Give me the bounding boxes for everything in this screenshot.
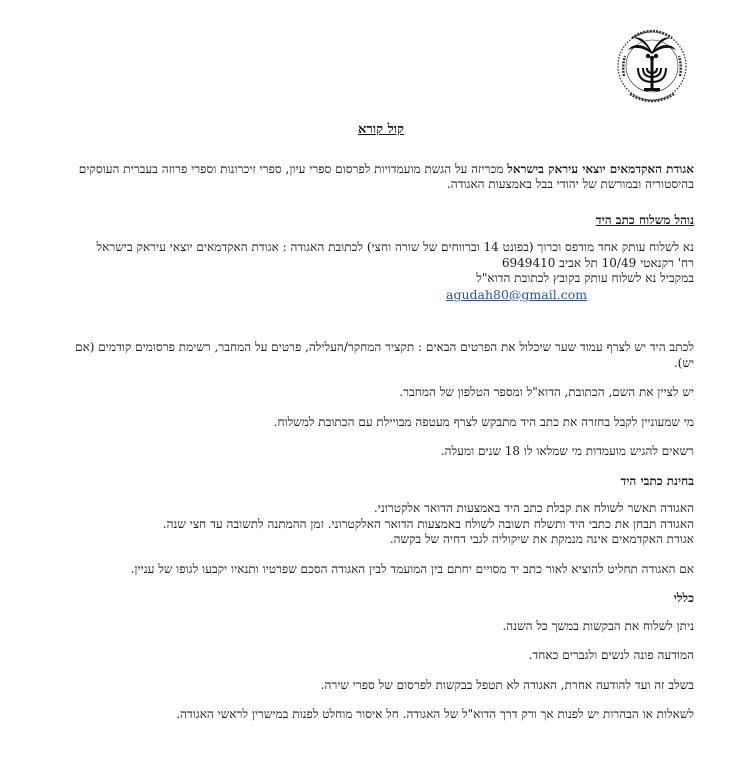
- requirement-item: יש לציין את השם, הכתובת, הדוא"ל ומספר הטלפון של המחבר.: [399, 385, 694, 399]
- intro-paragraph: [68, 162, 694, 193]
- general-item: המודעה פונה לנשים ולגברים כאחד.: [528, 648, 694, 662]
- requirement-item: לכתב היד יש לצרף עמוד שער שיכלול את הפרטים הבאים : תקציר המחקר/העלילה, פרטים על המחבר, רשימת פרסומים קודמים (אם יש).: [75, 340, 694, 370]
- intro-text: מכריזה על הגשת מועמדויות לפרסום ספרי עיון, ספרי זיכרונות וספרי פרוזה בעברית העוסקים בהיסטוריה ובמורשת של יהודי בבל באמצעות האגודה.: [78, 161, 694, 191]
- contact-email-link[interactable]: agudah80@gmail.com: [446, 286, 588, 302]
- review-heading: בחינת כתבי היד: [620, 473, 694, 488]
- general-item: בשלב זה ועד להודעה אחרת, האגודה לא תטפל בבקשות לפרסום של ספרי שירה.: [320, 677, 694, 692]
- review-line: האגודה תבחן את כתבי היד ותשלח תשובה לשולח באמצעות הדואר האלקטרוני. זמן ההמתנה לתשובה עד חצי שנה.: [162, 516, 694, 531]
- page-title: קול קורא: [358, 122, 404, 137]
- requirement-item: מי שמעוניין לקבל בחזרה את כתב היד מתבקש לצרף מעטפה מבויילת עם הכתובת למשלוח.: [273, 414, 694, 429]
- call-for-submissions-document: [68, 122, 694, 723]
- review-line: האגודה תאשר לשולח את קבלת כתב היד באמצעות הדואר אלקטרוני.: [373, 501, 694, 515]
- review-line: אגודת האקדמאים אינה מנמקת את שיקוליה לגבי דחיה של בקשה.: [389, 532, 694, 546]
- association-logo: [612, 16, 692, 126]
- procedure-address: רח' רקנאטי 10/49 תל אביב 6949410: [501, 255, 694, 270]
- procedure-line-1: נא לשלוח עותק אחד מודפס וכרוך (בפונט 14 וברווחים של שורה וחצי) לכתובת האגודה : אגודת האקדמאים יוצאי עיראק בישראל: [96, 240, 694, 254]
- procedure-email-instruction: במקביל נא לשלוח עותק בקובץ לכתובת הדוא"ל: [476, 271, 694, 285]
- general-item: ניתן לשלוח את הבקשות במשך כל השנה.: [502, 618, 694, 633]
- review-publication-paragraph: אם האגודה תחליט להוציא לאור כתב יד מסויים יחתם בין המועמד לבין האגודה הסכם שפרטיו ותנאיו יקבעו לגופו של עניין.: [130, 561, 694, 576]
- procedure-heading: נוהל משלוח כתב היד: [595, 212, 694, 227]
- general-heading: כללי: [673, 591, 694, 605]
- organization-name: אגודת האקדמאים יוצאי עיראק בישראל: [507, 161, 694, 176]
- general-item: לשאלות או הבהרות יש לפנות אך ורק דרך הדוא"ל של האגודה. חל איסור מוחלט לפנות במישרין לראשי האגודה.: [176, 707, 694, 721]
- requirement-item: רשאים להגיש מועמדות מי שמלאו לו 18 שנים ומעלה.: [440, 444, 694, 458]
